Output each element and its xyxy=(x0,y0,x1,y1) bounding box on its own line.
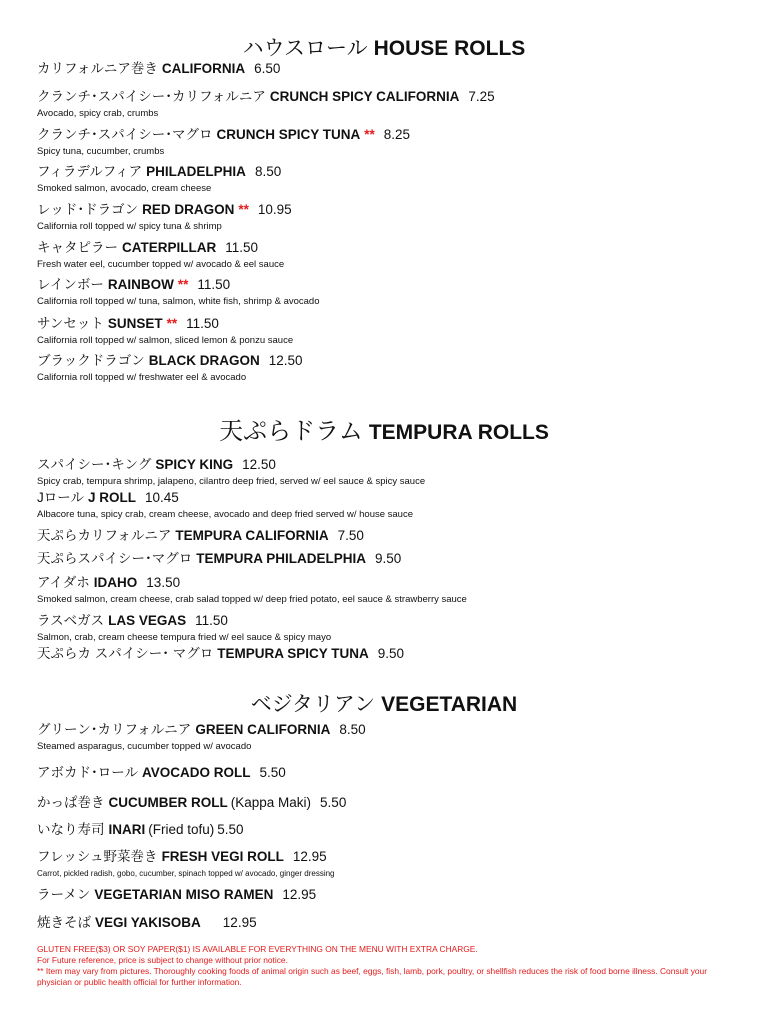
item-en-name: TEMPURA SPICY TUNA xyxy=(217,646,369,661)
item-description: California roll topped w/ tuna, salmon, white fish, shrimp & avocado xyxy=(37,296,320,307)
item-description: Steamed asparagus, cucumber topped w/ avocado xyxy=(37,741,252,752)
menu-item-tempura-spicy-tuna xyxy=(37,646,737,662)
item-jp-name: キャタピラー xyxy=(37,240,118,255)
menu-item-green-california xyxy=(37,722,737,753)
item-jp-name: レインボー xyxy=(37,277,104,292)
item-jp-name: フレッシュ野菜巻き xyxy=(37,849,158,864)
menu-item-avocado-roll xyxy=(37,765,737,781)
item-en-name: CRUNCH SPICY CALIFORNIA xyxy=(269,89,460,104)
item-en-name: INARI xyxy=(108,822,146,837)
item-star-marker: ** xyxy=(364,127,375,142)
menu-item-vegetarian-miso-ramen xyxy=(37,887,737,903)
menu-item-black-dragon xyxy=(37,353,737,384)
item-star-marker: ** xyxy=(177,277,189,292)
item-price: 8.50 xyxy=(339,722,366,737)
item-jp-name: ラスベガス xyxy=(37,613,105,628)
section-heading-jp: ベジタリアン xyxy=(250,693,376,716)
menu-item-crunch-spicy-tuna xyxy=(37,127,737,158)
item-jp-name: ブラックドラゴン xyxy=(37,353,145,368)
menu-item-tempura-philadelphia xyxy=(37,551,737,567)
item-jp-name: かっぱ巻き xyxy=(37,795,105,810)
item-description: Smoked salmon, cream cheese, crab salad topped w/ deep fried potato, eel sauce & strawberry sauce xyxy=(37,594,467,605)
item-star-marker: ** xyxy=(166,316,178,331)
item-price: 10.95 xyxy=(257,202,292,217)
note-gluten-free: GLUTEN FREE($3) OR SOY PAPER($1) IS AVAILABLE FOR EVERYTHING ON THE MENU WITH EXTRA CHARGE. xyxy=(37,944,478,954)
item-en-name: TEMPURA CALIFORNIA xyxy=(175,528,329,543)
item-price: 8.50 xyxy=(254,164,282,179)
menu-item-spicy-king xyxy=(37,457,737,488)
section-heading-vegetarian xyxy=(0,688,768,718)
item-price: 12.95 xyxy=(282,887,317,902)
item-price: 6.50 xyxy=(254,61,281,76)
section-heading-en: HOUSE ROLLS xyxy=(373,37,526,60)
menu-item-fresh-vegi-roll xyxy=(37,849,737,880)
item-description: Albacore tuna, spicy crab, cream cheese, avocado and deep fried served w/ house sauce xyxy=(37,509,413,520)
section-heading-tempura-rolls xyxy=(0,411,768,446)
item-jp-name: 天ぷらカ スパイシー･ マグロ xyxy=(37,646,214,661)
item-price: 11.50 xyxy=(225,240,259,255)
menu-item-cucumber-roll xyxy=(37,795,737,811)
item-price: 5.50 xyxy=(320,795,347,810)
item-en-name: J ROLL xyxy=(87,490,136,505)
section-heading-en: TEMPURA ROLLS xyxy=(368,421,549,444)
item-price: 5.50 xyxy=(217,822,244,837)
item-jp-name: 天ぷらカリフォルニア xyxy=(37,528,172,543)
menu-item-inari xyxy=(37,822,737,838)
item-en-name: LAS VEGAS xyxy=(108,613,187,628)
item-en-name: GREEN CALIFORNIA xyxy=(195,722,331,737)
item-price: 7.50 xyxy=(337,528,364,543)
item-price: 12.50 xyxy=(268,353,303,368)
section-heading-en: VEGETARIAN xyxy=(381,693,518,716)
item-jp-name: スパイシー･キング xyxy=(37,457,152,472)
item-description: Salmon, crab, cream cheese tempura fried w/ eel sauce & spicy mayo xyxy=(37,632,332,643)
item-price: 8.25 xyxy=(383,127,411,142)
item-price: 7.25 xyxy=(468,89,495,104)
item-extra-note: (Fried tofu) xyxy=(148,822,215,837)
item-description: California roll topped w/ spicy tuna & shrimp xyxy=(37,221,222,232)
item-price: 5.50 xyxy=(259,765,286,780)
item-en-name: VEGETARIAN MISO RAMEN xyxy=(94,887,274,902)
menu-item-california xyxy=(37,61,737,77)
item-jp-name: 天ぷらスパイシー･マグロ xyxy=(37,551,193,566)
item-en-name: AVOCADO ROLL xyxy=(141,765,251,780)
menu-item-caterpillar xyxy=(37,240,737,271)
item-jp-name: ラーメン xyxy=(37,887,91,902)
item-jp-name: フィラデルフィア xyxy=(37,164,143,179)
item-jp-name: グリーン･カリフォルニア xyxy=(37,722,192,737)
item-price: 11.50 xyxy=(195,613,228,628)
item-price: 9.50 xyxy=(375,551,402,566)
item-jp-name: クランチ･スパイシー･マグロ xyxy=(37,127,213,142)
item-en-name: PHILADELPHIA xyxy=(146,164,246,179)
item-jp-name: アボカド･ロール xyxy=(37,765,138,780)
item-price: 10.45 xyxy=(145,490,179,505)
item-jp-name: アイダホ xyxy=(37,575,90,590)
item-jp-name: カリフォルニア巻き xyxy=(37,61,158,76)
menu-item-philadelphia xyxy=(37,164,737,195)
item-jp-name: いなり寿司 xyxy=(37,822,105,837)
item-price: 11.50 xyxy=(197,277,231,292)
item-en-name: VEGI YAKISOBA xyxy=(95,915,201,930)
menu-item-idaho xyxy=(37,575,737,606)
item-en-name: IDAHO xyxy=(93,575,138,590)
section-heading-jp: ハウスロール xyxy=(242,37,368,60)
item-en-name: SUNSET xyxy=(107,316,163,331)
item-en-name: CUCUMBER ROLL xyxy=(108,795,228,810)
item-description: Carrot, pickled radish, gobo, cucumber, spinach topped w/ avocado, ginger dressing xyxy=(37,869,335,878)
item-description: California roll topped w/ freshwater eel & avocado xyxy=(37,372,247,383)
menu-notes xyxy=(37,944,737,988)
item-en-name: CATERPILLAR xyxy=(122,240,217,255)
item-description: Fresh water eel, cucumber topped w/ avocado & eel sauce xyxy=(37,259,285,270)
section-heading-house-rolls xyxy=(0,32,768,62)
item-price: 12.50 xyxy=(242,457,276,472)
menu-item-vegi-yakisoba xyxy=(37,915,737,931)
section-heading-jp: 天ぷらドラム xyxy=(219,418,363,445)
menu-item-sunset xyxy=(37,316,737,347)
menu-item-las-vegas xyxy=(37,613,737,644)
item-en-name: TEMPURA PHILADELPHIA xyxy=(196,551,367,566)
item-jp-name: サンセット xyxy=(37,316,104,331)
item-extra-note: (Kappa Maki) xyxy=(230,795,312,810)
menu-item-crunch-spicy-california xyxy=(37,89,737,120)
item-en-name: SPICY KING xyxy=(155,457,234,472)
item-description: Smoked salmon, avocado, cream cheese xyxy=(37,183,212,194)
item-price: 12.95 xyxy=(292,849,327,864)
item-en-name: CRUNCH SPICY TUNA xyxy=(216,127,361,142)
item-description: Spicy crab, tempura shrimp, jalapeno, cilantro deep fried, served w/ eel sauce & spicy sauce xyxy=(37,476,426,487)
item-price: 13.50 xyxy=(146,575,181,590)
item-en-name: RAINBOW xyxy=(107,277,174,292)
item-jp-name: 焼きそば xyxy=(37,915,91,930)
menu-item-j-roll xyxy=(37,490,737,521)
item-description: California roll topped w/ salmon, sliced lemon & ponzu sauce xyxy=(37,335,294,346)
item-price: 9.50 xyxy=(377,646,405,661)
item-price: 11.50 xyxy=(186,316,219,331)
item-en-name: CALIFORNIA xyxy=(161,61,246,76)
item-en-name: BLACK DRAGON xyxy=(148,353,260,368)
item-jp-name: クランチ･スパイシー･カリフォルニア xyxy=(37,89,266,104)
item-price: 12.95 xyxy=(222,915,257,930)
menu-item-rainbow xyxy=(37,277,737,308)
item-description: Spicy tuna, cucumber, crumbs xyxy=(37,146,165,157)
note-consumer-advisory: ** Item may vary from pictures. Thoroughly cooking foods of animal origin such as beef, eggs, fish, lamb, pork, poultry, or shellfish reduces the risk of food borne illness. Consult your physician or public health official for further information. xyxy=(37,966,708,987)
item-en-name: RED DRAGON xyxy=(142,202,235,217)
item-jp-name: Jロール xyxy=(37,490,84,505)
menu-item-tempura-california xyxy=(37,528,737,544)
item-en-name: FRESH VEGI ROLL xyxy=(161,849,284,864)
menu-item-red-dragon xyxy=(37,202,737,233)
note-price-change: For Future reference, price is subject to change without prior notice. xyxy=(37,955,288,965)
item-jp-name: レッド･ドラゴン xyxy=(37,202,139,217)
item-star-marker: ** xyxy=(238,202,249,217)
item-description: Avocado, spicy crab, crumbs xyxy=(37,108,159,119)
